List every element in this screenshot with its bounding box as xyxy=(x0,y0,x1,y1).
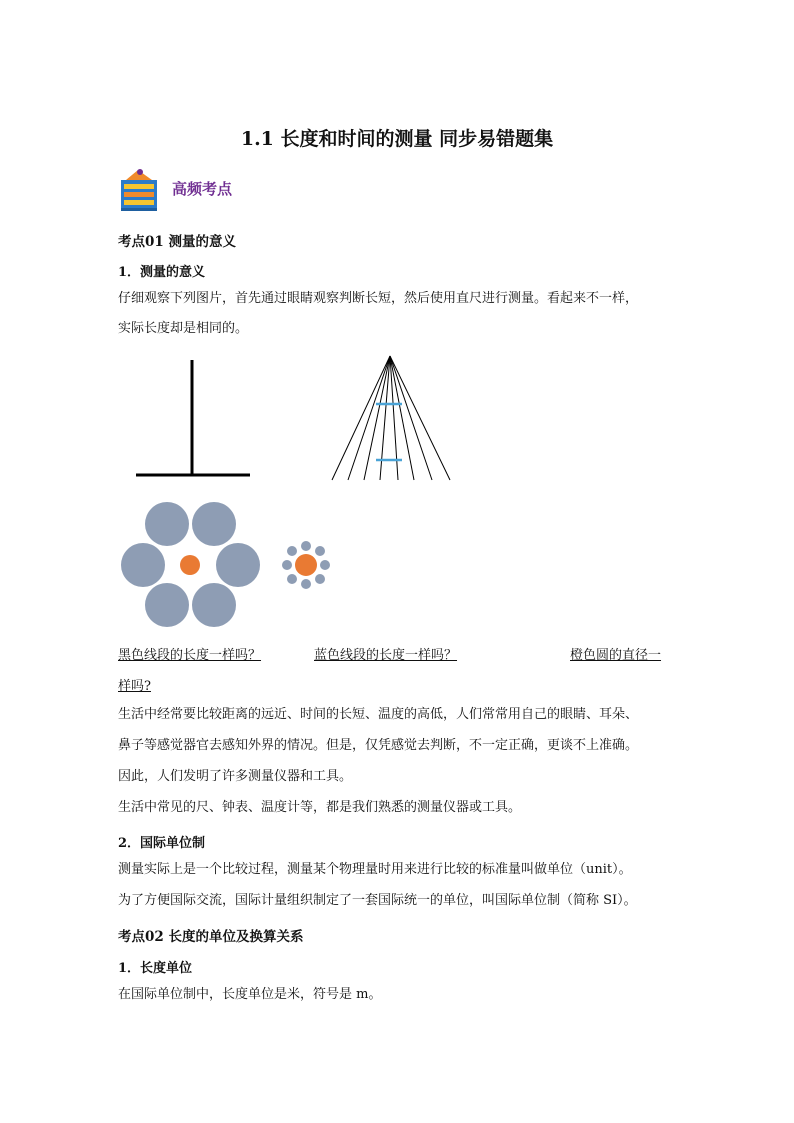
caption-black-segments: 黑色线段的长度一样吗？ xyxy=(118,648,262,663)
page-title: 1.1 长度和时间的测量 同步易错题集 xyxy=(240,128,554,150)
ebbinghaus-small-figure xyxy=(282,541,330,589)
senses-line-3: 因此，人们发明了许多测量仪器和工具。 xyxy=(118,769,353,784)
tools-paragraph: 生活中常见的尺、钟表、温度计等，都是我们熟悉的测量仪器或工具。 xyxy=(118,800,522,815)
subheading-length-unit: 1．长度单位 xyxy=(118,961,193,976)
caption-orange-circles: 橙色圆的直径一 xyxy=(570,648,662,663)
inverted-t-figure xyxy=(136,360,250,475)
orange-circle-right xyxy=(295,554,317,576)
unit-paragraph: 测量实际上是一个比较过程，测量某个物理量时用来进行比较的标准量叫做单位（unit）。 xyxy=(118,862,632,877)
orange-circle-left xyxy=(180,555,200,575)
length-unit-paragraph: 在国际单位制中，长度单位是米，符号是 m。 xyxy=(118,987,382,1002)
subheading-measurement-meaning: 1．测量的意义 xyxy=(118,265,206,280)
caption-orange-circles-cont: 样吗? xyxy=(118,679,151,694)
converging-lines-figure xyxy=(332,356,450,480)
section-heading-02: 考点02 长度的单位及换算关系 xyxy=(118,929,304,945)
caption-blue-segments: 蓝色线段的长度一样吗？ xyxy=(314,648,458,663)
senses-line-1: 生活中经常要比较距离的远近、时间的长短、温度的高低，人们常常用自己的眼睛、耳朵、 xyxy=(118,707,639,722)
ebbinghaus-large-figure xyxy=(121,502,260,627)
si-paragraph: 为了方便国际交流，国际计量组织制定了一套国际统一的单位，叫国际单位制（简称 SI）。 xyxy=(118,893,637,908)
book-stack-badge-icon xyxy=(118,166,168,214)
senses-line-2: 鼻子等感觉器官去感知外界的情况。但是，仅凭感觉去判断，不一定正确，更谈不上准确。 xyxy=(118,738,639,753)
intro-line-1: 仔细观察下列图片，首先通过眼睛观察判断长短，然后使用直尺进行测量。看起来不一样， xyxy=(118,291,639,306)
subheading-si: 2．国际单位制 xyxy=(118,836,206,851)
badge-label: 高频考点 xyxy=(172,180,233,198)
section-heading-01: 考点01 测量的意义 xyxy=(118,234,236,250)
intro-line-2: 实际长度却是相同的。 xyxy=(118,321,249,336)
